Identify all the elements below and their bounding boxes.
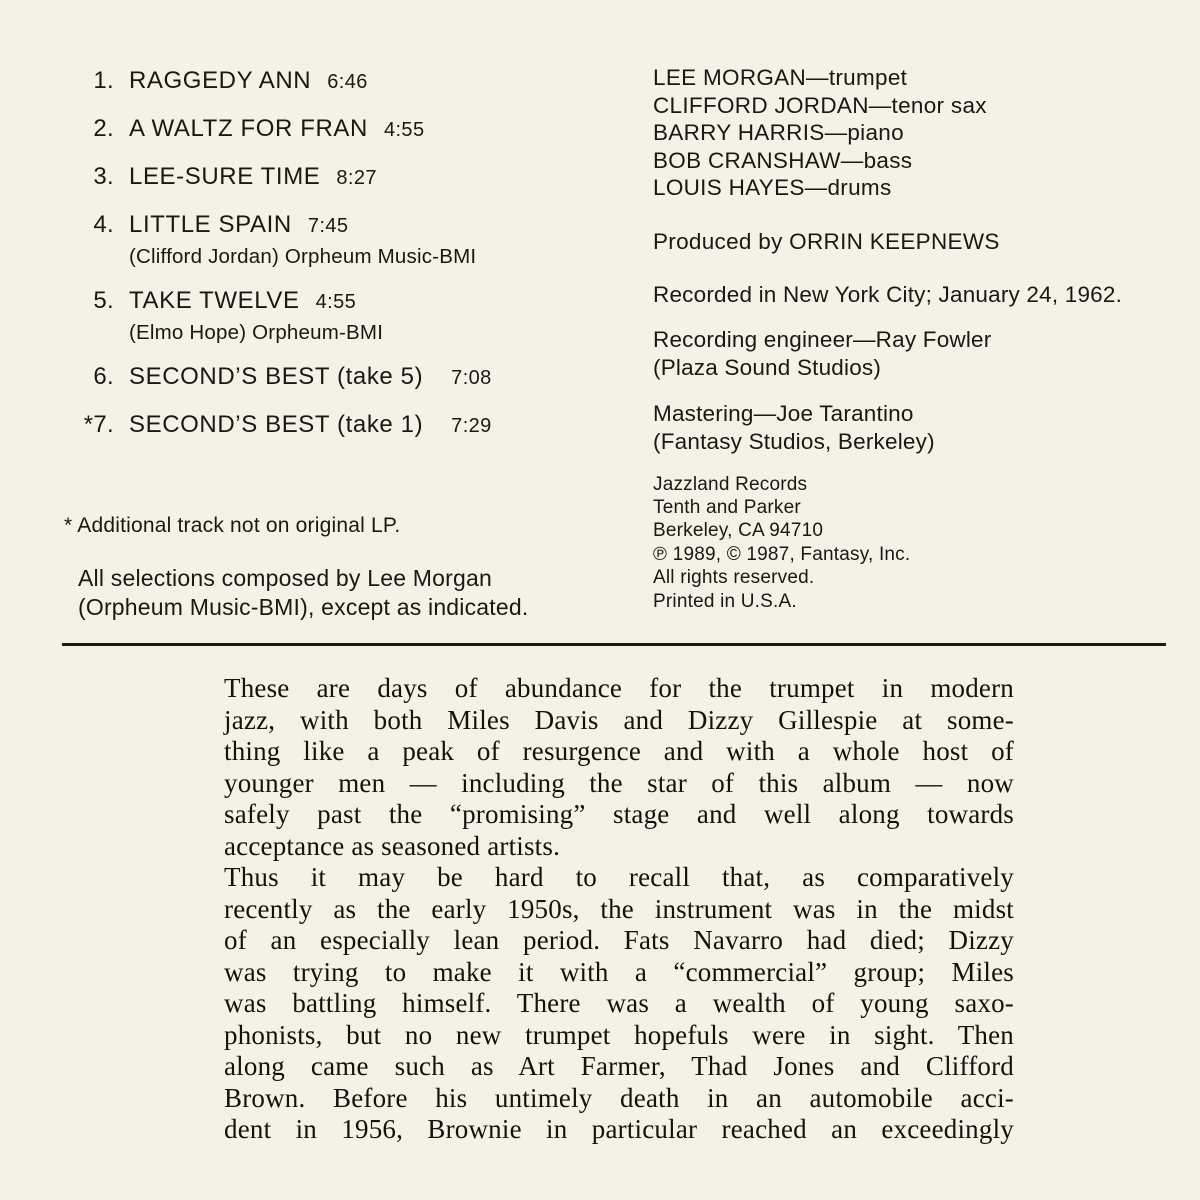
track-title: SECOND’S BEST (take 1) <box>129 411 424 438</box>
label-address-block <box>653 473 1198 613</box>
footnote: * Additional track not on original LP. <box>64 514 401 537</box>
label-address-line: Printed in U.S.A. <box>653 590 797 612</box>
liner-notes-line: safely past the “promising” stage and well along towards <box>224 799 1014 829</box>
track-title: TAKE TWELVE <box>129 287 300 314</box>
produced-by: Produced by ORRIN KEEPNEWS <box>653 228 1000 254</box>
track-credit: (Clifford Jordan) Orpheum Music-BMI <box>129 245 477 268</box>
liner-notes-line: was trying to make it with a “commercial” group; Miles <box>224 956 1014 987</box>
divider-rule <box>62 643 1166 646</box>
track-row <box>64 210 639 269</box>
track-title: SECOND’S BEST (take 5) <box>129 363 424 390</box>
track-number: 2. <box>93 115 114 142</box>
track-time: 4:55 <box>315 291 357 313</box>
liner-notes-line: phonists, but no new trumpet hopefuls were in sight. Then <box>224 1019 1014 1050</box>
personnel-line: CLIFFORD JORDAN—tenor sax <box>653 92 987 118</box>
recorded-line: Recorded in New York City; January 24, 1962. <box>653 281 1123 307</box>
track-row <box>64 362 639 393</box>
composer-note-line2: (Orpheum Music-BMI), except as indicated. <box>78 594 529 620</box>
composer-note <box>78 564 639 622</box>
liner-notes-paragraph-2 <box>224 862 1014 1146</box>
liner-notes-paragraph-1 <box>224 673 1014 862</box>
liner-notes-line: Brown. Before his untimely death in an automobile acci- <box>224 1082 1014 1113</box>
label-address-line: Jazzland Records <box>653 473 808 495</box>
liner-notes-line: younger men — including the star of this album — now <box>224 767 1014 798</box>
track-time: 7:29 <box>451 415 492 437</box>
mastering-name-line: Mastering—Joe Tarantino <box>653 400 914 426</box>
track-number: *7. <box>83 411 114 438</box>
liner-notes-line: thing like a peak of resurgence and with a whole host of <box>224 736 1014 766</box>
track-title: A WALTZ FOR FRAN <box>129 115 368 142</box>
track-row <box>64 114 639 145</box>
track-number: 5. <box>93 287 114 314</box>
label-address-line: All rights reserved. <box>653 567 815 589</box>
track-number: 1. <box>93 67 114 94</box>
track-title: RAGGEDY ANN <box>129 67 312 94</box>
personnel-line: LOUIS HAYES—drums <box>653 175 892 200</box>
track-list-footer <box>64 508 639 622</box>
track-list <box>64 66 639 458</box>
track-time: 8:27 <box>336 167 377 189</box>
track-time: 4:55 <box>383 119 425 141</box>
liner-notes-line: along came such as Art Farmer, Thad Jones and Clifford <box>224 1051 1014 1081</box>
engineer-block <box>653 326 1198 383</box>
label-address-line: ℗ 1989, © 1987, Fantasy, Inc. <box>653 543 911 565</box>
engineer-name-line: Recording engineer—Ray Fowler <box>653 326 992 352</box>
liner-notes-line: of an especially lean period. Fats Navarro had died; Dizzy <box>224 925 1014 955</box>
track-time: 6:46 <box>327 71 368 93</box>
liner-notes <box>224 673 1014 1146</box>
personnel-line: BOB CRANSHAW—bass <box>653 147 913 173</box>
label-address-line: Berkeley, CA 94710 <box>653 520 824 542</box>
composer-note-line1: All selections composed by Lee Morgan <box>78 565 492 591</box>
liner-notes-line: dent in 1956, Brownie in particular reached an exceedingly <box>224 1114 1014 1144</box>
liner-notes-line: recently as the early 1950s, the instrument was in the midst <box>224 893 1014 924</box>
credits-column <box>653 64 1198 613</box>
engineer-studio-line: (Plaza Sound Studios) <box>653 355 882 380</box>
label-address-line: Tenth and Parker <box>653 496 801 518</box>
track-number: 3. <box>93 163 114 190</box>
personnel-line: LEE MORGAN—trumpet <box>653 65 908 90</box>
liner-notes-line: These are days of abundance for the trumpet in modern <box>224 673 1014 703</box>
personnel-line: BARRY HARRIS—piano <box>653 120 904 145</box>
track-row <box>64 162 639 193</box>
liner-notes-line: Thus it may be hard to recall that, as comparatively <box>224 862 1014 892</box>
track-time: 7:08 <box>451 367 492 389</box>
personnel-list <box>653 64 1198 202</box>
track-credit: (Elmo Hope) Orpheum-BMI <box>129 321 384 344</box>
track-title: LITTLE SPAIN <box>129 211 292 238</box>
liner-notes-line: jazz, with both Miles Davis and Dizzy Gillespie at some- <box>224 704 1014 735</box>
liner-notes-line: was battling himself. There was a wealth of young saxo- <box>224 988 1014 1018</box>
mastering-block <box>653 400 1198 457</box>
track-number: 6. <box>93 363 114 390</box>
track-number: 4. <box>93 211 114 238</box>
track-row <box>64 286 639 345</box>
mastering-studio-line: (Fantasy Studios, Berkeley) <box>653 429 935 454</box>
track-row <box>64 66 639 97</box>
liner-notes-line: acceptance as seasoned artists. <box>224 830 561 861</box>
track-row <box>64 410 639 441</box>
track-time: 7:45 <box>307 215 349 237</box>
track-title: LEE-SURE TIME <box>129 163 321 190</box>
